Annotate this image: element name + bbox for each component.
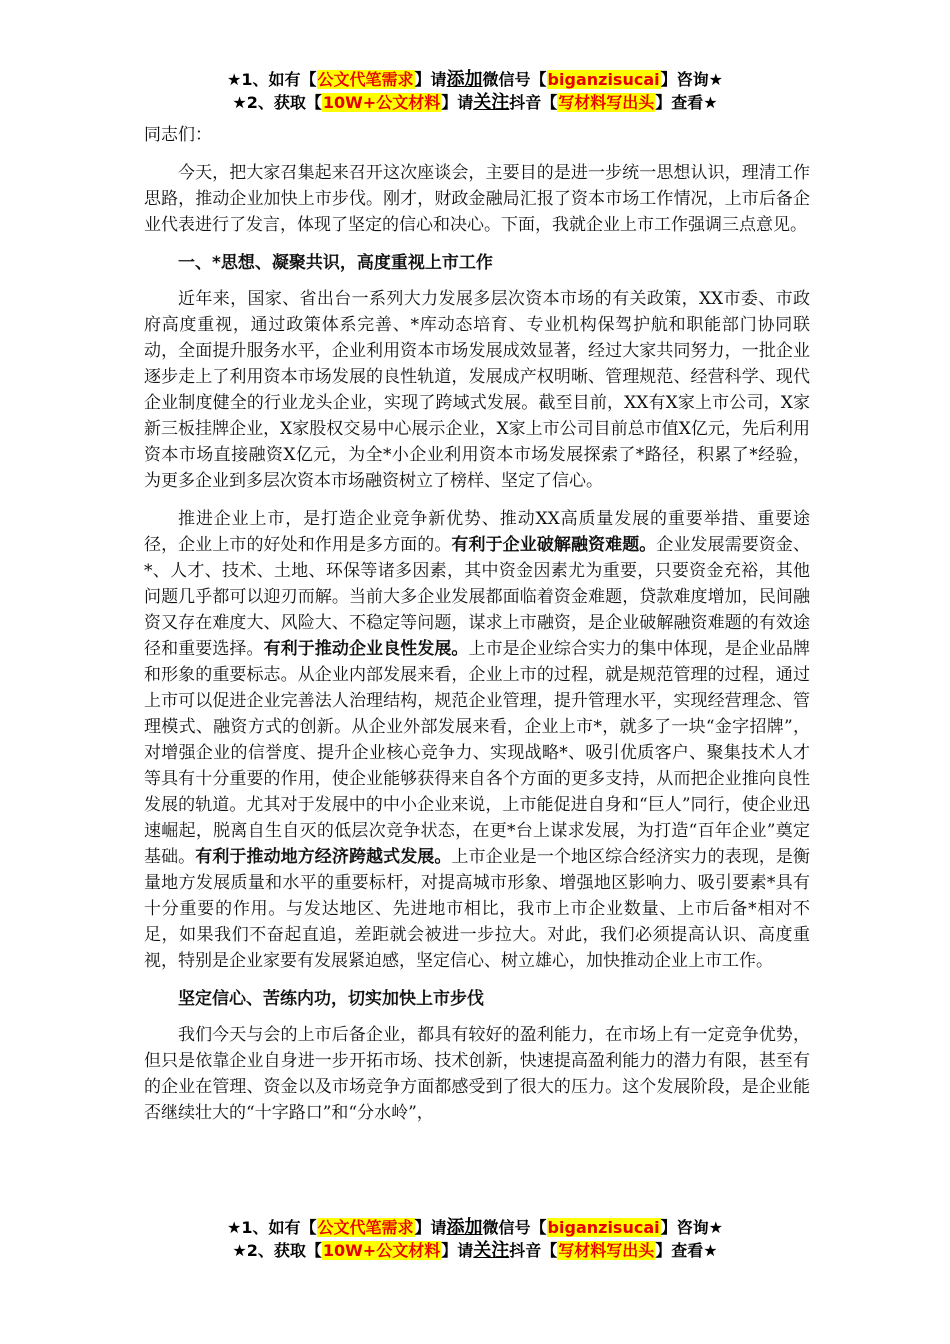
emphasis-follow: 关注 xyxy=(473,92,510,113)
paragraph-2: 推进企业上市，是打造企业竞争新优势、推动XX高质量发展的重要举措、重要途径，企业上市的好处和作用是多方面的。有利于企业破解融资难题。企业发展需要资金、*、人才、技术、土地、环保等诸多因素，其中资金因素尤为重要，只要资金充裕，其他问题几乎都可以迎刃而解。当前大多企业发展都面临着资金难题，贷款难度增加，民间融资又存在难度大、风险大、不稳定等问题，谋求上市融资，是企业破解融资难题的有效途径和重要选择。有利于推动企业良性发展。上市是企业综合实力的集中体现，是企业品牌和形象的重要标志。从企业内部发展来看，企业上市的过程，就是规范管理的过程，通过上市可以促进企业完善法人治理结构，规范企业管理，提升管理水平，实现经营理念、管理模式、融资方式的创新。从企业外部发展来看，企业上市*，就多了一块“金字招牌”，对增强企业的信誉度、提升企业核心竞争力、实现战略*、吸引优质客户、聚集技术人才等具有十分重要的作用，使企业能够获得来自各个方面的更多支持，从而把企业推向良性发展的轨道。尤其对于发展中的中小企业来说，上市能促进自身和“巨人”同行，使企业迅速崛起，脱离自生自灭的低层次竞争状态，在更*台上谋求发展，为打造“百年企业”奠定基础。有利于推动地方经济跨越式发展。上市企业是一个地区综合经济实力的表现，是衡量地方发展质量和水平的重要标杆，对提高城市形象、增强地区影响力、吸引要素*具有十分重要的作用。与发达地区、先进地市相比，我市上市企业数量、上市后备*相对不足，如果我们不奋起直追，差距就会被进一步拉大。对此，我们必须提高认识、高度重视，特别是企业家要有发展紧迫感，坚定信心、树立雄心，加快推动企业上市工作。 xyxy=(144,509,811,971)
paragraph-1: 近年来，国家、省出台一系列大力发展多层次资本市场的有关政策，XX市委、市政府高度重视，通过政策体系完善、*库动态培育、专业机构保驾护航和职能部门协同联动，全面提升服务水平，企业利用资本市场发展成效显著，经过大家共同努力，一批企业逐步走上了利用资本市场发展的良性轨道，发展成产权明晰、管理规范、经营科学、现代企业制度健全的行业龙头企业，实现了跨域式发展。截至目前，XX有X家上市公司，X家新三板挂牌企业，X家股权交易中心展示企业，X家上市公司目前总市值X亿元，先后利用资本市场直接融资X亿元，为全*小企业利用资本市场发展探索了*路径，积累了*经验，为更多企业到多层次资本市场融资树立了榜样、坚定了信心。 xyxy=(144,289,810,491)
bold-point-3: 有利于推动地方经济跨越式发展。 xyxy=(195,847,452,867)
greeting: 同志们： xyxy=(144,125,212,145)
highlight-materials: 10W+公文材料 xyxy=(322,93,441,112)
top-banner xyxy=(0,68,950,114)
highlight-douyin: 写材料写出头 xyxy=(558,93,655,112)
highlight-wechat-id: biganzisucai xyxy=(547,70,660,89)
highlight-materials: 10W+公文材料 xyxy=(322,1241,441,1260)
document-body xyxy=(144,122,810,1138)
bottom-banner xyxy=(0,1216,950,1262)
highlight-wechat-id: biganzisucai xyxy=(547,1218,660,1237)
bold-point-2: 有利于推动企业良性发展。 xyxy=(263,639,469,659)
highlight-service: 公文代笔需求 xyxy=(317,70,414,89)
emphasis-add: 添加 xyxy=(446,1217,483,1238)
section-heading-1: 一、*思想、凝聚共识，高度重视上市工作 xyxy=(178,253,493,273)
bold-point-1: 有利于企业破解融资难题。 xyxy=(451,535,657,555)
banner-line-1: ★1、如有【公文代笔需求】请添加微信号【biganzisucai】咨询★ xyxy=(227,69,723,90)
intro-paragraph: 今天，把大家召集起来召开这次座谈会，主要目的是进一步统一思想认识，理清工作思路，推动企业加快上市步伐。刚才，财政金融局汇报了资本市场工作情况，上市后备企业代表进行了发言，体现了坚定的信心和决心。下面，我就企业上市工作强调三点意见。 xyxy=(144,163,810,235)
paragraph-3: 我们今天与会的上市后备企业，都具有较好的盈利能力，在市场上有一定竞争优势，但只是依靠企业自身进一步开拓市场、技术创新，快速提高盈利能力的潜力有限，甚至有的企业在管理、资金以及市场竞争方面都感受到了很大的压力。这个发展阶段，是企业能否继续壮大的“十字路口”和“分水岭”， xyxy=(144,1025,810,1123)
banner-line-2: ★2、获取【10W+公文材料】请关注抖音【写材料写出头】查看★ xyxy=(232,1240,718,1261)
banner-line-2: ★2、获取【10W+公文材料】请关注抖音【写材料写出头】查看★ xyxy=(232,92,718,113)
section-heading-2: 坚定信心、苦练内功，切实加快上市步伐 xyxy=(178,989,484,1009)
highlight-douyin: 写材料写出头 xyxy=(558,1241,655,1260)
emphasis-follow: 关注 xyxy=(473,1240,510,1261)
highlight-service: 公文代笔需求 xyxy=(317,1218,414,1237)
banner-line-1: ★1、如有【公文代笔需求】请添加微信号【biganzisucai】咨询★ xyxy=(227,1217,723,1238)
emphasis-add: 添加 xyxy=(446,69,483,90)
